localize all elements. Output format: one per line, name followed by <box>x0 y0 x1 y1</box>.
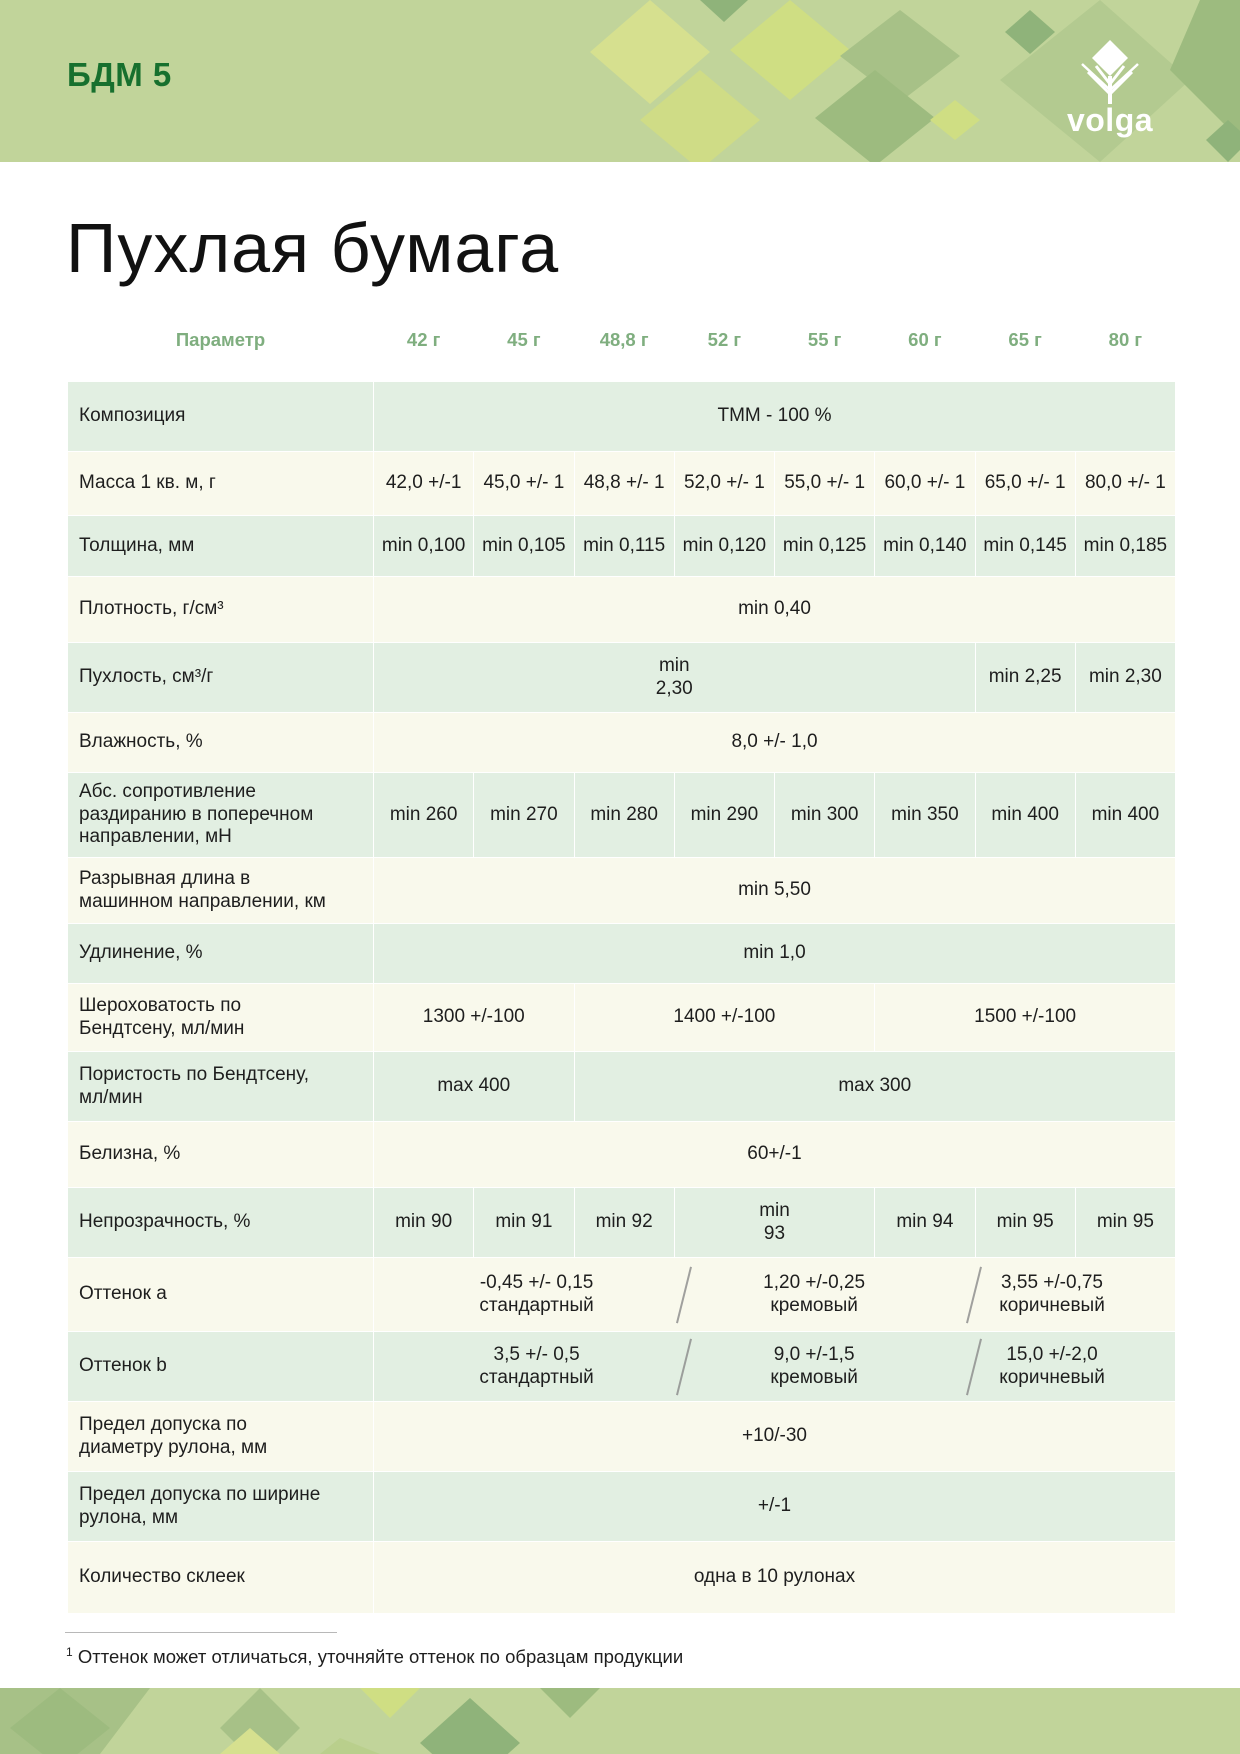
table-row <box>68 382 1176 452</box>
column-header-grammage: 55 г <box>775 309 875 382</box>
value-cell: min 300 <box>775 773 875 858</box>
value-cell: min 93 <box>674 1188 875 1258</box>
value-cell: min 0,125 <box>775 516 875 577</box>
value-cell: min 350 <box>875 773 975 858</box>
shade-value: -0,45 +/- 0,15 стандартный <box>479 1271 594 1316</box>
column-header-grammage: 52 г <box>674 309 774 382</box>
value-cell: одна в 10 рулонах <box>374 1542 1176 1614</box>
table-row <box>68 1052 1176 1122</box>
footnote <box>66 1645 683 1668</box>
row-label: Оттенок b <box>68 1332 374 1402</box>
row-label: Композиция <box>68 382 374 452</box>
value-cell: 8,0 +/- 1,0 <box>374 713 1176 773</box>
footnote-text: Оттенок может отличаться, уточняйте оттенок по образцам продукции <box>77 1646 684 1668</box>
table-row <box>68 1472 1176 1542</box>
value-cell: 42,0 +/-1 <box>374 452 474 516</box>
spec-table <box>67 309 1176 1614</box>
table-row <box>68 452 1176 516</box>
value-cell: min 270 <box>474 773 574 858</box>
value-cell: min 95 <box>1075 1188 1175 1258</box>
machine-name: БДМ 5 <box>67 56 172 93</box>
value-cell: min 260 <box>374 773 474 858</box>
table-header-row <box>68 309 1176 382</box>
shade-value: 15,0 +/-2,0 коричневый <box>999 1343 1105 1388</box>
value-cell: 60,0 +/- 1 <box>875 452 975 516</box>
column-header-grammage: 65 г <box>975 309 1075 382</box>
value-cell: min 0,120 <box>674 516 774 577</box>
value-cell: min 91 <box>474 1188 574 1258</box>
footer-pattern <box>0 1688 1240 1754</box>
value-cell: 1300 +/-100 <box>374 984 575 1052</box>
value-cell: min 5,50 <box>374 858 1176 924</box>
value-cell: min 0,100 <box>374 516 474 577</box>
table-row <box>68 516 1176 577</box>
row-label: Белизна, % <box>68 1122 374 1188</box>
value-cell: min 0,185 <box>1075 516 1175 577</box>
header-band <box>0 0 1240 162</box>
value-cell: max 300 <box>574 1052 1176 1122</box>
table-row <box>68 1402 1176 1472</box>
logo-text: volga <box>1066 102 1154 138</box>
shade-cell <box>374 1258 1176 1332</box>
column-header-grammage: 80 г <box>1075 309 1175 382</box>
row-label: Разрывная длина в машинном направлении, км <box>68 858 374 924</box>
row-label: Оттенок a <box>68 1258 374 1332</box>
value-cell: min 280 <box>574 773 674 858</box>
column-header-grammage: 42 г <box>374 309 474 382</box>
shade-value: 1,20 +/-0,25 кремовый <box>763 1271 866 1316</box>
row-label: Пухлость, см³/г <box>68 643 374 713</box>
value-cell: min 2,30 <box>1075 643 1175 713</box>
value-cell: 80,0 +/- 1 <box>1075 452 1175 516</box>
row-label: Толщина, мм <box>68 516 374 577</box>
value-cell: 65,0 +/- 1 <box>975 452 1075 516</box>
table-row <box>68 577 1176 643</box>
value-cell: 55,0 +/- 1 <box>775 452 875 516</box>
table-row <box>68 1258 1176 1332</box>
row-label: Абс. сопротивление раздиранию в поперечном направлении, мН <box>68 773 374 858</box>
value-cell: min 95 <box>975 1188 1075 1258</box>
row-label: Предел допуска по ширине рулона, мм <box>68 1472 374 1542</box>
shade-value: 9,0 +/-1,5 кремовый <box>770 1343 858 1388</box>
shade-value: 3,55 +/-0,75 коричневый <box>999 1271 1105 1316</box>
footer-band <box>0 1688 1240 1754</box>
value-cell: min 2,25 <box>975 643 1075 713</box>
footnote-divider <box>65 1632 337 1633</box>
value-cell: ТММ - 100 % <box>374 382 1176 452</box>
value-cell: 48,8 +/- 1 <box>574 452 674 516</box>
value-cell: min 0,115 <box>574 516 674 577</box>
row-label: Непрозрачность, % <box>68 1188 374 1258</box>
table-row <box>68 1542 1176 1614</box>
table-row <box>68 1188 1176 1258</box>
page-title: Пухлая бумага <box>66 209 560 287</box>
table-row <box>68 773 1176 858</box>
value-cell: 45,0 +/- 1 <box>474 452 574 516</box>
table-row <box>68 1332 1176 1402</box>
row-label: Влажность, % <box>68 713 374 773</box>
shade-value: 3,5 +/- 0,5 стандартный <box>479 1343 594 1388</box>
value-cell: min 94 <box>875 1188 975 1258</box>
value-cell: max 400 <box>374 1052 575 1122</box>
table-row <box>68 643 1176 713</box>
row-label: Масса 1 кв. м, г <box>68 452 374 516</box>
row-label: Количество склеек <box>68 1542 374 1614</box>
value-cell: min 0,40 <box>374 577 1176 643</box>
volga-logo[interactable] <box>1062 36 1158 141</box>
shade-cell <box>374 1332 1176 1402</box>
value-cell: min 0,140 <box>875 516 975 577</box>
value-cell: 1500 +/-100 <box>875 984 1176 1052</box>
table-row <box>68 984 1176 1052</box>
value-cell: 1400 +/-100 <box>574 984 875 1052</box>
row-label: Пористость по Бендтсену, мл/мин <box>68 1052 374 1122</box>
table-row <box>68 924 1176 984</box>
value-cell: min 400 <box>975 773 1075 858</box>
value-cell: min 0,145 <box>975 516 1075 577</box>
value-cell: +10/-30 <box>374 1402 1176 1472</box>
value-cell: min 0,105 <box>474 516 574 577</box>
value-cell: min 1,0 <box>374 924 1176 984</box>
row-label: Плотность, г/см³ <box>68 577 374 643</box>
value-cell: min 90 <box>374 1188 474 1258</box>
value-cell: min 2,30 <box>374 643 976 713</box>
row-label: Шероховатость по Бендтсену, мл/мин <box>68 984 374 1052</box>
value-cell: min 290 <box>674 773 774 858</box>
tree-icon <box>1062 36 1158 106</box>
value-cell: 60+/-1 <box>374 1122 1176 1188</box>
column-header-grammage: 45 г <box>474 309 574 382</box>
table-row <box>68 713 1176 773</box>
value-cell: 52,0 +/- 1 <box>674 452 774 516</box>
column-header-grammage: 60 г <box>875 309 975 382</box>
row-label: Удлинение, % <box>68 924 374 984</box>
table-body <box>68 382 1176 1614</box>
header-pattern <box>0 0 1240 162</box>
value-cell: +/-1 <box>374 1472 1176 1542</box>
table-row <box>68 1122 1176 1188</box>
value-cell: min 400 <box>1075 773 1175 858</box>
column-header-parameter: Параметр <box>68 309 374 382</box>
table-row <box>68 858 1176 924</box>
footnote-marker: 1 <box>66 1645 73 1659</box>
column-header-grammage: 48,8 г <box>574 309 674 382</box>
row-label: Предел допуска по диаметру рулона, мм <box>68 1402 374 1472</box>
value-cell: min 92 <box>574 1188 674 1258</box>
